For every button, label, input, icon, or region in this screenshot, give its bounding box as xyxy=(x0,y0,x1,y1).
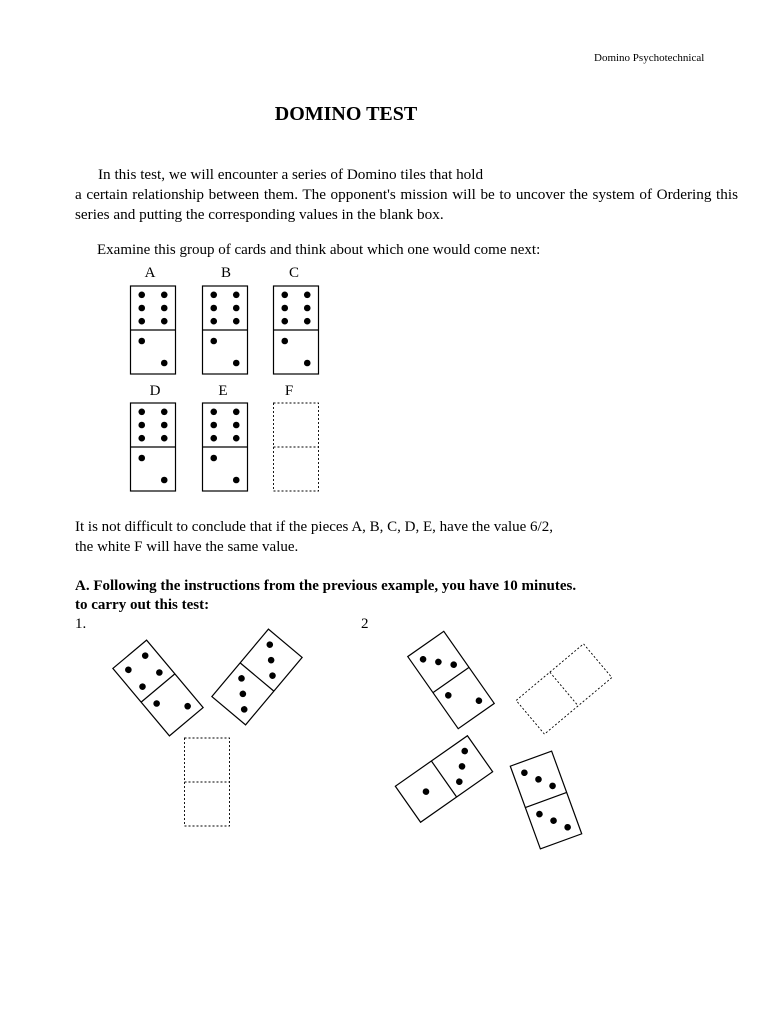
top-pip xyxy=(210,305,217,312)
question-1-domino-2 xyxy=(212,629,302,725)
example-domino-F xyxy=(274,403,319,491)
bottom-pip xyxy=(138,455,145,462)
bottom-pip xyxy=(161,477,168,484)
bottom-pip xyxy=(233,360,240,367)
top-pip xyxy=(281,305,288,312)
domino-outline xyxy=(185,738,230,826)
instructions-line-2: to carry out this test: xyxy=(75,597,210,613)
top-pip xyxy=(161,305,168,312)
example-domino-D xyxy=(131,403,176,491)
example-prompt: Examine this group of cards and think about which one would come next: xyxy=(97,242,541,258)
top-pip xyxy=(210,409,217,416)
top-pip xyxy=(233,292,240,299)
bottom-pip xyxy=(210,338,217,345)
top-pip xyxy=(138,435,145,442)
intro-line-1: In this test, we will encounter a series of Domino tiles that hold xyxy=(98,166,484,183)
example-domino-E xyxy=(203,403,248,491)
top-pip xyxy=(304,292,311,299)
domino-outline xyxy=(274,403,319,491)
top-pip xyxy=(138,409,145,416)
domino-label-F: F xyxy=(284,383,294,399)
top-pip xyxy=(304,318,311,325)
bottom-pip xyxy=(210,455,217,462)
domino-label-D: D xyxy=(149,383,161,399)
intro-rest: a certain relationship between them. The opponent's mission will be to uncover the system of Ordering this series and putting the corresponding values in the blank box. xyxy=(75,186,738,223)
example-domino-B xyxy=(203,286,248,374)
top-pip xyxy=(281,318,288,325)
question-2-number: 2 xyxy=(361,616,369,632)
top-pip xyxy=(210,422,217,429)
domino-label-A: A xyxy=(144,265,156,281)
top-pip xyxy=(161,318,168,325)
top-pip xyxy=(210,435,217,442)
top-pip xyxy=(304,305,311,312)
question-1-number: 1. xyxy=(75,616,87,632)
question-1-domino-blank xyxy=(185,738,230,826)
top-pip xyxy=(210,292,217,299)
example-domino-A xyxy=(131,286,176,374)
bottom-pip xyxy=(138,338,145,345)
question-2-domino-blank xyxy=(516,644,612,734)
page-title: DOMINO TEST xyxy=(274,103,418,125)
domino-label-B: B xyxy=(220,265,232,281)
conclusion-line-2: the white F will have the same value. xyxy=(75,539,299,555)
top-pip xyxy=(233,422,240,429)
instructions-line-1: A. Following the instructions from the previous example, you have 10 minutes. xyxy=(75,578,577,594)
example-domino-C xyxy=(274,286,319,374)
question-1-domino-1 xyxy=(113,640,203,736)
top-pip xyxy=(138,318,145,325)
top-pip xyxy=(138,305,145,312)
bottom-pip xyxy=(281,338,288,345)
top-pip xyxy=(138,422,145,429)
top-pip xyxy=(161,422,168,429)
bottom-pip xyxy=(304,360,311,367)
conclusion-line-1: It is not difficult to conclude that if the pieces A, B, C, D, E, have the value 6/2, xyxy=(75,519,553,535)
header-note: Domino Psychotechnical xyxy=(594,52,705,64)
top-pip xyxy=(233,409,240,416)
top-pip xyxy=(233,318,240,325)
top-pip xyxy=(233,305,240,312)
domino-label-E: E xyxy=(218,383,228,399)
bottom-pip xyxy=(233,477,240,484)
bottom-pip xyxy=(161,360,168,367)
top-pip xyxy=(161,435,168,442)
top-pip xyxy=(161,292,168,299)
question-2-domino-3 xyxy=(395,736,492,823)
top-pip xyxy=(161,409,168,416)
top-pip xyxy=(281,292,288,299)
top-pip xyxy=(233,435,240,442)
domino-label-C: C xyxy=(288,265,300,281)
question-2-domino-4 xyxy=(510,751,581,849)
top-pip xyxy=(210,318,217,325)
question-2-domino-1 xyxy=(408,631,495,728)
top-pip xyxy=(138,292,145,299)
